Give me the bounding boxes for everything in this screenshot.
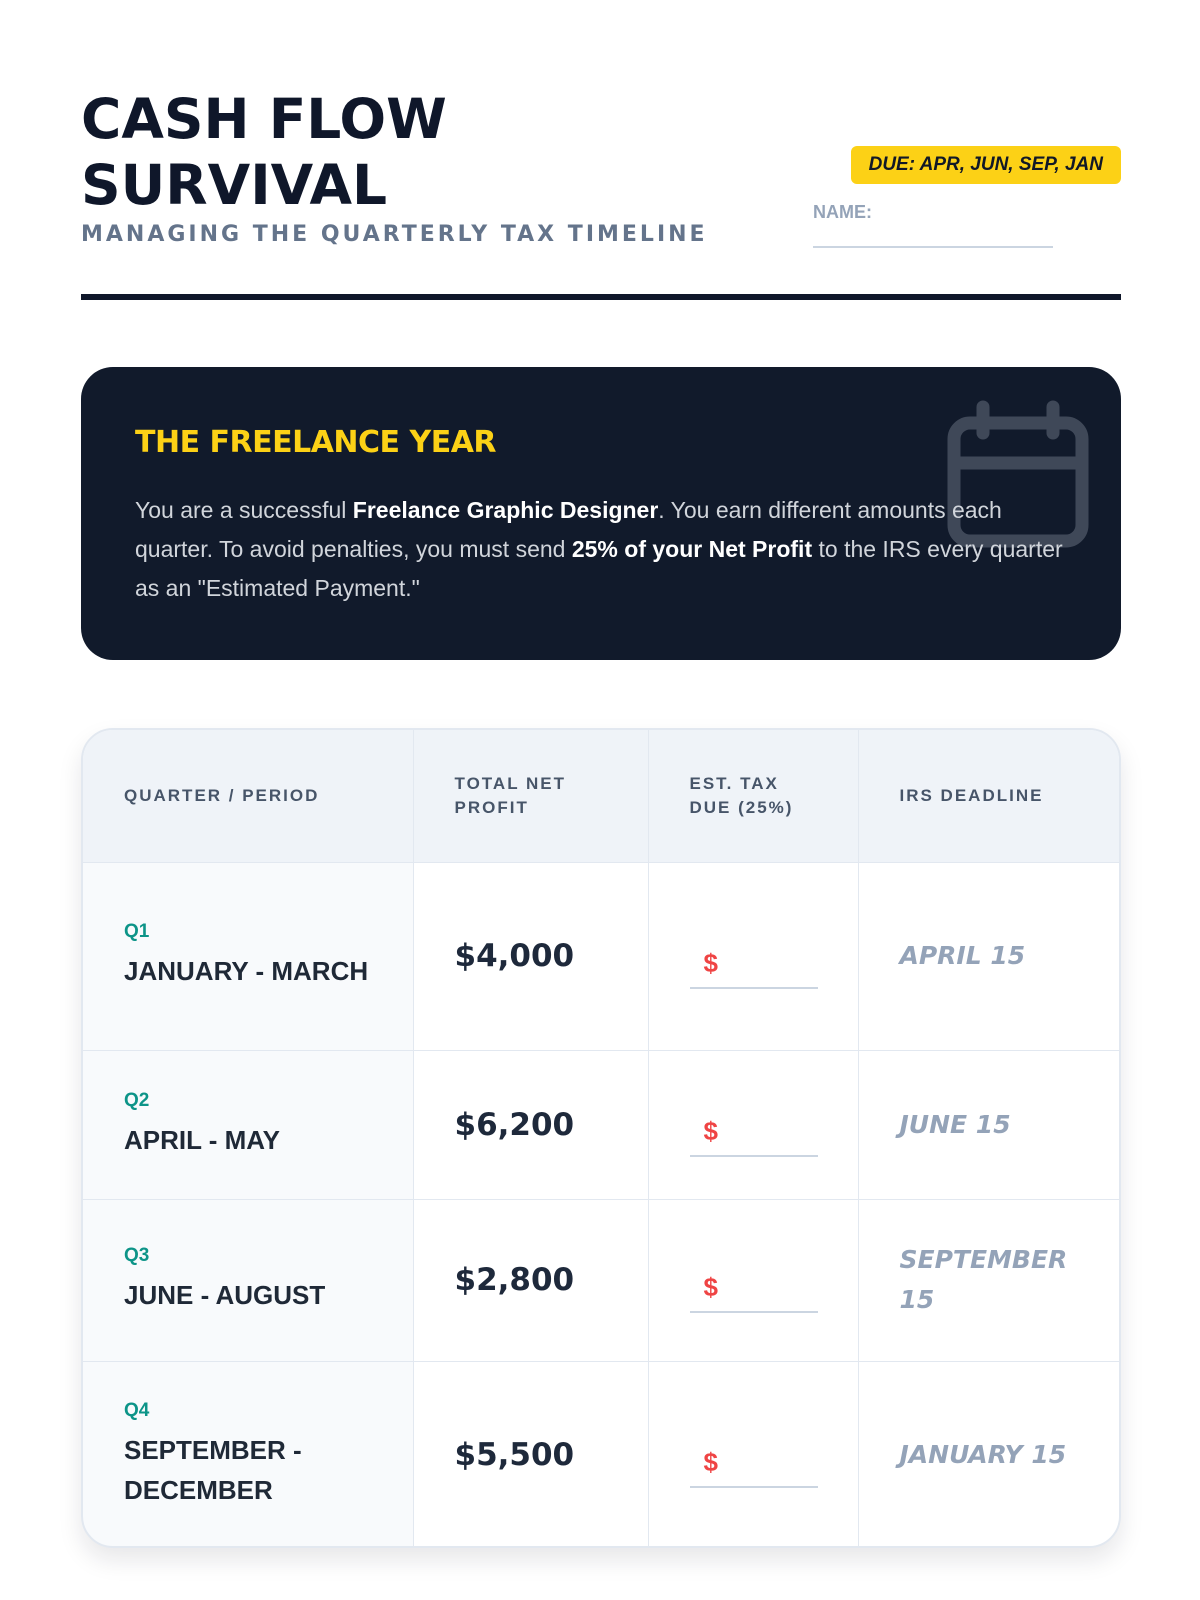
net-profit-value: $2,800: [454, 1262, 575, 1298]
tax-due-cell: [648, 1361, 858, 1548]
scenario-text-part-1: You are a successful: [135, 497, 353, 523]
page-subtitle: MANAGING THE QUARTERLY TAX TIMELINE: [81, 222, 708, 247]
period-label: JANUARY - MARCH: [124, 956, 369, 986]
deadline-cell: [858, 862, 1121, 1050]
quarter-label: Q4: [124, 1400, 150, 1422]
table-row: [83, 1361, 1121, 1548]
quarter-label: Q3: [124, 1245, 150, 1266]
scenario-card: [81, 367, 1121, 660]
dollar-prefix: $: [703, 1446, 718, 1477]
worksheet-header: [81, 86, 1121, 300]
dollar-prefix: $: [703, 1116, 718, 1146]
scenario-emphasis-rate: 25% of your Net Profit: [571, 536, 813, 562]
header-quarter-period: QUARTER / PERIOD: [83, 730, 413, 862]
net-profit-value: $5,500: [454, 1437, 575, 1474]
title-line-2: SURVIVAL: [81, 153, 388, 217]
period-label: APRIL - MAY: [124, 1124, 281, 1155]
quarter-label: Q2: [124, 1089, 150, 1111]
net-profit-cell: [413, 1199, 648, 1361]
tax-due-input[interactable]: [690, 1439, 818, 1488]
deadline-value: JUNE 15: [899, 1109, 1011, 1139]
deadline-value: APRIL 15: [899, 941, 1026, 970]
tax-due-cell: [648, 1199, 858, 1361]
net-profit-cell: [413, 1361, 648, 1548]
deadline-cell: [858, 1361, 1121, 1548]
net-profit-value: $6,200: [454, 1106, 575, 1143]
title-line-1: CASH FLOW: [81, 87, 447, 151]
header-net-profit: TOTAL NET PROFIT: [413, 730, 648, 862]
net-profit-cell: [413, 862, 648, 1050]
due-dates-badge: DUE: APR, JUN, SEP, JAN: [851, 146, 1121, 184]
deadline-cell: [858, 1199, 1121, 1361]
table-header-row: [83, 730, 1121, 862]
dollar-prefix: $: [703, 947, 718, 978]
tax-due-cell: [648, 1050, 858, 1199]
scenario-emphasis-job: Freelance Graphic Designer: [352, 497, 659, 523]
name-input-line[interactable]: [813, 246, 1053, 248]
deadline-value: JANUARY 15: [899, 1440, 1067, 1470]
tax-due-input[interactable]: [690, 940, 818, 989]
dollar-prefix: $: [703, 1271, 718, 1302]
table-row: [83, 862, 1121, 1050]
tax-due-input[interactable]: [690, 1108, 818, 1157]
scenario-text: [135, 491, 1070, 608]
period-cell: [83, 1361, 413, 1548]
scenario-text-part-2: . You earn different amounts each quarter. To avoid penalties, you must send: [135, 497, 1002, 562]
deadline-cell: [858, 1050, 1121, 1199]
header-divider: [81, 294, 1121, 300]
deadline-value: SEPTEMBER 15: [899, 1245, 1068, 1314]
quarter-label: Q1: [124, 921, 150, 942]
header-tax-due: EST. TAX DUE (25%): [648, 730, 858, 862]
tax-due-input[interactable]: [690, 1264, 818, 1313]
table-row: [83, 1199, 1121, 1361]
tax-due-cell: [648, 862, 858, 1050]
period-cell: [83, 1199, 413, 1361]
name-label: NAME:: [813, 202, 872, 222]
period-label: JUNE - AUGUST: [124, 1280, 326, 1310]
period-label: SEPTEMBER - DECEMBER: [124, 1435, 302, 1506]
scenario-title: THE FREELANCE YEAR: [135, 425, 497, 460]
net-profit-value: $4,000: [454, 938, 575, 974]
header-irs-deadline: IRS DEADLINE: [858, 730, 1121, 862]
period-cell: [83, 862, 413, 1050]
page-title: [81, 86, 601, 218]
net-profit-cell: [413, 1050, 648, 1199]
tax-timeline-table: [81, 728, 1121, 1548]
period-cell: [83, 1050, 413, 1199]
scenario-text-part-3: to the IRS every quarter as an "Estimated Payment.": [135, 536, 1063, 601]
table-row: [83, 1050, 1121, 1199]
